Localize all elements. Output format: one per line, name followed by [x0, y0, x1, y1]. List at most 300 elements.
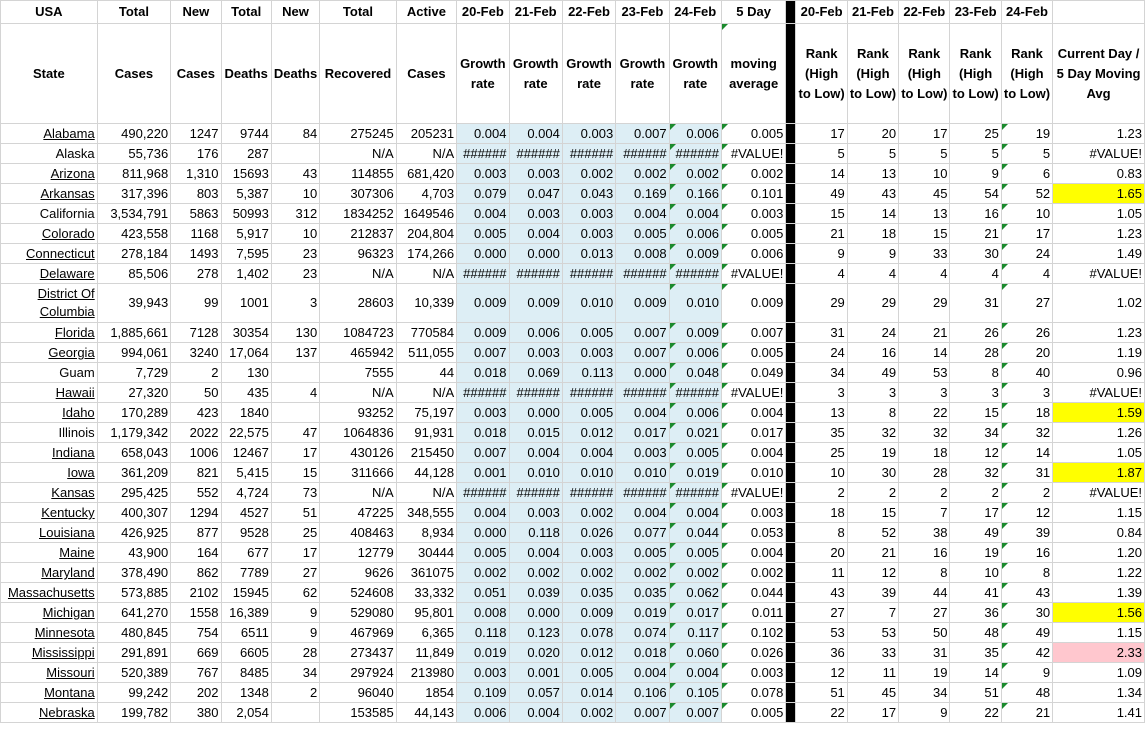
data-cell[interactable]: 4: [271, 383, 319, 403]
data-cell[interactable]: 33: [847, 643, 898, 663]
data-cell[interactable]: 641,270: [97, 603, 171, 623]
data-cell[interactable]: 11,849: [396, 643, 456, 663]
header-cell[interactable]: 21-Feb: [509, 1, 562, 24]
data-cell[interactable]: 0.019: [616, 603, 669, 623]
data-cell[interactable]: 43: [271, 164, 319, 184]
data-cell[interactable]: 0.005: [562, 323, 615, 343]
data-cell[interactable]: ######: [616, 483, 669, 503]
data-cell[interactable]: 212837: [320, 224, 397, 244]
data-cell[interactable]: 0.000: [457, 244, 509, 264]
data-cell[interactable]: 49: [796, 184, 847, 204]
data-cell[interactable]: 0.015: [509, 423, 562, 443]
data-cell[interactable]: 1.87: [1053, 463, 1145, 483]
state-name-cell[interactable]: Nebraska: [1, 703, 98, 723]
data-cell[interactable]: 311666: [320, 463, 397, 483]
data-cell[interactable]: 295,425: [97, 483, 171, 503]
data-cell[interactable]: 4527: [221, 503, 271, 523]
data-cell[interactable]: 0.077: [616, 523, 669, 543]
data-cell[interactable]: 0.002: [562, 703, 615, 723]
data-cell[interactable]: 0.004: [457, 503, 509, 523]
data-cell[interactable]: 38: [899, 523, 950, 543]
data-cell[interactable]: 877: [171, 523, 221, 543]
data-cell[interactable]: 0.002: [669, 164, 721, 184]
state-name-cell[interactable]: Iowa: [1, 463, 98, 483]
data-cell[interactable]: 0.004: [616, 403, 669, 423]
data-cell[interactable]: 0.002: [721, 164, 785, 184]
data-cell[interactable]: 9528: [221, 523, 271, 543]
data-cell[interactable]: 34: [899, 683, 950, 703]
data-cell[interactable]: 669: [171, 643, 221, 663]
data-cell[interactable]: 32: [1001, 423, 1052, 443]
data-cell[interactable]: 7555: [320, 363, 397, 383]
data-cell[interactable]: 1854: [396, 683, 456, 703]
data-cell[interactable]: 4,724: [221, 483, 271, 503]
data-cell[interactable]: 8: [796, 523, 847, 543]
data-cell[interactable]: 0.026: [562, 523, 615, 543]
data-cell[interactable]: 0.005: [457, 224, 509, 244]
data-cell[interactable]: 2022: [171, 423, 221, 443]
data-cell[interactable]: 658,043: [97, 443, 171, 463]
data-cell[interactable]: 31: [796, 323, 847, 343]
data-cell[interactable]: 84: [271, 124, 319, 144]
header-cell[interactable]: Rank (High to Low): [899, 24, 950, 124]
data-cell[interactable]: 4: [899, 264, 950, 284]
data-cell[interactable]: ######: [616, 383, 669, 403]
state-name-cell[interactable]: Indiana: [1, 443, 98, 463]
data-cell[interactable]: 7: [899, 503, 950, 523]
data-cell[interactable]: 803: [171, 184, 221, 204]
data-cell[interactable]: 1493: [171, 244, 221, 264]
data-cell[interactable]: 0.003: [457, 663, 509, 683]
data-cell[interactable]: 31: [1001, 463, 1052, 483]
data-cell[interactable]: 5: [899, 144, 950, 164]
data-cell[interactable]: 45: [847, 683, 898, 703]
data-cell[interactable]: 15: [847, 503, 898, 523]
data-cell[interactable]: 215450: [396, 443, 456, 463]
data-cell[interactable]: 0.079: [457, 184, 509, 204]
data-cell[interactable]: 39: [1001, 523, 1052, 543]
data-cell[interactable]: 0.003: [509, 503, 562, 523]
data-cell[interactable]: 85,506: [97, 264, 171, 284]
header-cell[interactable]: [1053, 1, 1145, 24]
header-cell[interactable]: Growth rate: [669, 24, 721, 124]
data-cell[interactable]: 43: [796, 583, 847, 603]
data-cell[interactable]: 53: [899, 363, 950, 383]
data-cell[interactable]: 0.060: [669, 643, 721, 663]
header-cell[interactable]: 21-Feb: [847, 1, 898, 24]
data-cell[interactable]: 49: [1001, 623, 1052, 643]
header-cell[interactable]: Deaths: [221, 24, 271, 124]
data-cell[interactable]: #VALUE!: [1053, 383, 1145, 403]
state-name-cell[interactable]: Georgia: [1, 343, 98, 363]
data-cell[interactable]: 0.000: [509, 244, 562, 264]
data-cell[interactable]: 0.123: [509, 623, 562, 643]
data-cell[interactable]: 0.002: [562, 164, 615, 184]
data-cell[interactable]: 0.007: [457, 443, 509, 463]
data-cell[interactable]: 0.004: [721, 543, 785, 563]
data-cell[interactable]: 5: [847, 144, 898, 164]
data-cell[interactable]: 130: [221, 363, 271, 383]
data-cell[interactable]: 1,402: [221, 264, 271, 284]
data-cell[interactable]: 0.013: [562, 244, 615, 264]
data-cell[interactable]: ######: [509, 144, 562, 164]
data-cell[interactable]: 0.004: [669, 204, 721, 224]
data-cell[interactable]: 811,968: [97, 164, 171, 184]
data-cell[interactable]: 36: [796, 643, 847, 663]
data-cell[interactable]: 10: [271, 184, 319, 204]
data-cell[interactable]: 51: [950, 683, 1001, 703]
data-cell[interactable]: 30: [950, 244, 1001, 264]
data-cell[interactable]: 0.002: [616, 164, 669, 184]
data-cell[interactable]: 12: [1001, 503, 1052, 523]
data-cell[interactable]: 0.005: [616, 543, 669, 563]
data-cell[interactable]: N/A: [320, 144, 397, 164]
data-cell[interactable]: 9: [271, 603, 319, 623]
data-cell[interactable]: 53: [847, 623, 898, 643]
data-cell[interactable]: 0.006: [457, 703, 509, 723]
data-cell[interactable]: 0.007: [457, 343, 509, 363]
data-cell[interactable]: 8: [1001, 563, 1052, 583]
data-cell[interactable]: 1.23: [1053, 323, 1145, 343]
data-cell[interactable]: 0.019: [457, 643, 509, 663]
data-cell[interactable]: 12: [950, 443, 1001, 463]
data-cell[interactable]: 677: [221, 543, 271, 563]
data-cell[interactable]: 0.047: [509, 184, 562, 204]
state-name-cell[interactable]: Michigan: [1, 603, 98, 623]
data-cell[interactable]: 0.109: [457, 683, 509, 703]
data-cell[interactable]: 0.053: [721, 523, 785, 543]
data-cell[interactable]: 423: [171, 403, 221, 423]
data-cell[interactable]: 0.009: [457, 323, 509, 343]
data-cell[interactable]: 43,900: [97, 543, 171, 563]
data-cell[interactable]: 15: [950, 403, 1001, 423]
data-cell[interactable]: 20: [1001, 343, 1052, 363]
state-name-cell[interactable]: Maine: [1, 543, 98, 563]
data-cell[interactable]: 51: [271, 503, 319, 523]
data-cell[interactable]: 0.004: [562, 443, 615, 463]
data-cell[interactable]: [271, 363, 319, 383]
data-cell[interactable]: 2: [171, 363, 221, 383]
data-cell[interactable]: [271, 144, 319, 164]
data-cell[interactable]: 0.118: [457, 623, 509, 643]
data-cell[interactable]: 8: [899, 563, 950, 583]
data-cell[interactable]: 0.96: [1053, 363, 1145, 383]
data-cell[interactable]: 0.009: [457, 284, 509, 323]
data-cell[interactable]: 307306: [320, 184, 397, 204]
header-cell[interactable]: Total: [97, 1, 171, 24]
data-cell[interactable]: 14: [847, 204, 898, 224]
data-cell[interactable]: 0.049: [721, 363, 785, 383]
data-cell[interactable]: 754: [171, 623, 221, 643]
data-cell[interactable]: 75,197: [396, 403, 456, 423]
data-cell[interactable]: 4: [796, 264, 847, 284]
data-cell[interactable]: 1.39: [1053, 583, 1145, 603]
data-cell[interactable]: 273437: [320, 643, 397, 663]
data-cell[interactable]: 21: [1001, 703, 1052, 723]
data-cell[interactable]: 6: [1001, 164, 1052, 184]
data-cell[interactable]: 0.106: [616, 683, 669, 703]
data-cell[interactable]: 30354: [221, 323, 271, 343]
data-cell[interactable]: 170,289: [97, 403, 171, 423]
data-cell[interactable]: 33: [899, 244, 950, 264]
data-cell[interactable]: 2: [271, 683, 319, 703]
data-cell[interactable]: 0.113: [562, 363, 615, 383]
data-cell[interactable]: 45: [899, 184, 950, 204]
data-cell[interactable]: 0.002: [721, 563, 785, 583]
data-cell[interactable]: 10: [899, 164, 950, 184]
data-cell[interactable]: 99,242: [97, 683, 171, 703]
data-cell[interactable]: 0.010: [562, 284, 615, 323]
data-cell[interactable]: N/A: [320, 483, 397, 503]
data-cell[interactable]: 408463: [320, 523, 397, 543]
data-cell[interactable]: ######: [562, 264, 615, 284]
state-name-cell[interactable]: Hawaii: [1, 383, 98, 403]
header-cell[interactable]: Rank (High to Low): [796, 24, 847, 124]
data-cell[interactable]: 176: [171, 144, 221, 164]
data-cell[interactable]: 8485: [221, 663, 271, 683]
data-cell[interactable]: 29: [796, 284, 847, 323]
state-name-cell[interactable]: District Of Columbia: [1, 284, 98, 323]
data-cell[interactable]: 1649546: [396, 204, 456, 224]
data-cell[interactable]: 17: [899, 124, 950, 144]
state-name-cell[interactable]: Colorado: [1, 224, 98, 244]
data-cell[interactable]: 13: [899, 204, 950, 224]
data-cell[interactable]: 0.003: [562, 224, 615, 244]
data-cell[interactable]: 1834252: [320, 204, 397, 224]
data-cell[interactable]: 3: [950, 383, 1001, 403]
data-cell[interactable]: 1001: [221, 284, 271, 323]
data-cell[interactable]: 35: [796, 423, 847, 443]
header-cell[interactable]: 20-Feb: [457, 1, 509, 24]
data-cell[interactable]: 821: [171, 463, 221, 483]
header-cell[interactable]: Cases: [171, 24, 221, 124]
data-cell[interactable]: 50993: [221, 204, 271, 224]
data-cell[interactable]: 39,943: [97, 284, 171, 323]
data-cell[interactable]: 0.003: [509, 204, 562, 224]
header-cell[interactable]: Total: [221, 1, 271, 24]
state-name-cell[interactable]: Alaska: [1, 144, 98, 164]
data-cell[interactable]: 0.84: [1053, 523, 1145, 543]
data-cell[interactable]: 317,396: [97, 184, 171, 204]
data-cell[interactable]: #VALUE!: [721, 264, 785, 284]
data-cell[interactable]: 47225: [320, 503, 397, 523]
data-cell[interactable]: 30444: [396, 543, 456, 563]
data-cell[interactable]: 5,415: [221, 463, 271, 483]
data-cell[interactable]: 32: [950, 463, 1001, 483]
data-cell[interactable]: 7128: [171, 323, 221, 343]
data-cell[interactable]: 573,885: [97, 583, 171, 603]
data-cell[interactable]: 9: [950, 164, 1001, 184]
state-name-cell[interactable]: Montana: [1, 683, 98, 703]
data-cell[interactable]: 1.23: [1053, 124, 1145, 144]
header-cell[interactable]: 22-Feb: [562, 1, 615, 24]
data-cell[interactable]: 0.026: [721, 643, 785, 663]
data-cell[interactable]: 5,387: [221, 184, 271, 204]
data-cell[interactable]: 0.018: [616, 643, 669, 663]
data-cell[interactable]: 0.012: [562, 423, 615, 443]
data-cell[interactable]: 361075: [396, 563, 456, 583]
data-cell[interactable]: 2: [796, 483, 847, 503]
data-cell[interactable]: 153585: [320, 703, 397, 723]
data-cell[interactable]: 0.007: [616, 343, 669, 363]
data-cell[interactable]: 2102: [171, 583, 221, 603]
data-cell[interactable]: 204,804: [396, 224, 456, 244]
data-cell[interactable]: 1.34: [1053, 683, 1145, 703]
data-cell[interactable]: 25: [796, 443, 847, 463]
data-cell[interactable]: 430126: [320, 443, 397, 463]
data-cell[interactable]: 291,891: [97, 643, 171, 663]
header-cell[interactable]: Rank (High to Low): [847, 24, 898, 124]
data-cell[interactable]: 681,420: [396, 164, 456, 184]
data-cell[interactable]: 0.004: [509, 443, 562, 463]
data-cell[interactable]: 7: [847, 603, 898, 623]
data-cell[interactable]: 25: [950, 124, 1001, 144]
data-cell[interactable]: 12467: [221, 443, 271, 463]
data-cell[interactable]: 27: [1001, 284, 1052, 323]
data-cell[interactable]: 511,055: [396, 343, 456, 363]
data-cell[interactable]: 0.004: [457, 124, 509, 144]
data-cell[interactable]: 14: [1001, 443, 1052, 463]
header-cell[interactable]: 5 Day: [721, 1, 785, 24]
data-cell[interactable]: 0.062: [669, 583, 721, 603]
data-cell[interactable]: 15: [271, 463, 319, 483]
data-cell[interactable]: 529080: [320, 603, 397, 623]
data-cell[interactable]: ######: [509, 483, 562, 503]
data-cell[interactable]: 43: [847, 184, 898, 204]
data-cell[interactable]: 199,782: [97, 703, 171, 723]
data-cell[interactable]: 0.069: [509, 363, 562, 383]
data-cell[interactable]: 13: [796, 403, 847, 423]
data-cell[interactable]: 3,534,791: [97, 204, 171, 224]
data-cell[interactable]: 423,558: [97, 224, 171, 244]
data-cell[interactable]: #VALUE!: [721, 144, 785, 164]
data-cell[interactable]: 30: [847, 463, 898, 483]
data-cell[interactable]: 0.004: [509, 124, 562, 144]
data-cell[interactable]: 0.005: [721, 224, 785, 244]
data-cell[interactable]: 22,575: [221, 423, 271, 443]
data-cell[interactable]: 96040: [320, 683, 397, 703]
data-cell[interactable]: 34: [796, 363, 847, 383]
data-cell[interactable]: 490,220: [97, 124, 171, 144]
data-cell[interactable]: 275245: [320, 124, 397, 144]
data-cell[interactable]: 19: [847, 443, 898, 463]
data-cell[interactable]: 0.002: [562, 503, 615, 523]
data-cell[interactable]: 0.004: [669, 503, 721, 523]
data-cell[interactable]: 17: [271, 443, 319, 463]
data-cell[interactable]: #VALUE!: [1053, 264, 1145, 284]
data-cell[interactable]: 16: [1001, 543, 1052, 563]
data-cell[interactable]: 0.003: [562, 204, 615, 224]
data-cell[interactable]: 287: [221, 144, 271, 164]
data-cell[interactable]: 0.006: [721, 244, 785, 264]
data-cell[interactable]: 0.006: [669, 124, 721, 144]
data-cell[interactable]: 994,061: [97, 343, 171, 363]
data-cell[interactable]: 14: [899, 343, 950, 363]
data-cell[interactable]: 0.048: [669, 363, 721, 383]
state-name-cell[interactable]: Mississippi: [1, 643, 98, 663]
data-cell[interactable]: 26: [950, 323, 1001, 343]
header-cell[interactable]: Recovered: [320, 24, 397, 124]
data-cell[interactable]: 9744: [221, 124, 271, 144]
data-cell[interactable]: 0.005: [562, 663, 615, 683]
data-cell[interactable]: 55,736: [97, 144, 171, 164]
data-cell[interactable]: 767: [171, 663, 221, 683]
data-cell[interactable]: 54: [950, 184, 1001, 204]
header-cell[interactable]: Total: [320, 1, 397, 24]
data-cell[interactable]: 0.078: [721, 683, 785, 703]
data-cell[interactable]: 0.005: [616, 224, 669, 244]
data-cell[interactable]: 48: [950, 623, 1001, 643]
data-cell[interactable]: 0.003: [562, 343, 615, 363]
data-cell[interactable]: 4: [847, 264, 898, 284]
data-cell[interactable]: ######: [616, 144, 669, 164]
data-cell[interactable]: 1.22: [1053, 563, 1145, 583]
data-cell[interactable]: 13: [847, 164, 898, 184]
header-cell[interactable]: Growth rate: [562, 24, 615, 124]
data-cell[interactable]: ######: [669, 483, 721, 503]
data-cell[interactable]: 3: [899, 383, 950, 403]
data-cell[interactable]: 0.005: [721, 703, 785, 723]
state-name-cell[interactable]: Alabama: [1, 124, 98, 144]
data-cell[interactable]: 361,209: [97, 463, 171, 483]
data-cell[interactable]: 6511: [221, 623, 271, 643]
data-cell[interactable]: #VALUE!: [721, 383, 785, 403]
data-cell[interactable]: 9: [847, 244, 898, 264]
state-name-cell[interactable]: Connecticut: [1, 244, 98, 264]
data-cell[interactable]: 18: [1001, 403, 1052, 423]
data-cell[interactable]: 130: [271, 323, 319, 343]
data-cell[interactable]: 400,307: [97, 503, 171, 523]
data-cell[interactable]: 21: [796, 224, 847, 244]
data-cell[interactable]: 0.007: [616, 703, 669, 723]
data-cell[interactable]: 0.005: [562, 403, 615, 423]
data-cell[interactable]: 18: [899, 443, 950, 463]
data-cell[interactable]: 27: [796, 603, 847, 623]
data-cell[interactable]: 0.017: [616, 423, 669, 443]
data-cell[interactable]: 4: [950, 264, 1001, 284]
data-cell[interactable]: 21: [899, 323, 950, 343]
data-cell[interactable]: 0.043: [562, 184, 615, 204]
data-cell[interactable]: 1.19: [1053, 343, 1145, 363]
data-cell[interactable]: 17: [950, 503, 1001, 523]
data-cell[interactable]: 19: [950, 543, 1001, 563]
data-cell[interactable]: 1.02: [1053, 284, 1145, 323]
data-cell[interactable]: 1,179,342: [97, 423, 171, 443]
data-cell[interactable]: 29: [899, 284, 950, 323]
data-cell[interactable]: 0.004: [721, 403, 785, 423]
header-cell[interactable]: 23-Feb: [616, 1, 669, 24]
data-cell[interactable]: N/A: [396, 264, 456, 284]
data-cell[interactable]: 32: [899, 423, 950, 443]
data-cell[interactable]: 0.009: [669, 323, 721, 343]
data-cell[interactable]: 11: [847, 663, 898, 683]
data-cell[interactable]: 1064836: [320, 423, 397, 443]
state-name-cell[interactable]: Kentucky: [1, 503, 98, 523]
data-cell[interactable]: 22: [796, 703, 847, 723]
data-cell[interactable]: 1.23: [1053, 224, 1145, 244]
data-cell[interactable]: 0.007: [616, 323, 669, 343]
data-cell[interactable]: 0.051: [457, 583, 509, 603]
state-name-cell[interactable]: Delaware: [1, 264, 98, 284]
data-cell[interactable]: 1.15: [1053, 623, 1145, 643]
data-cell[interactable]: 10: [950, 563, 1001, 583]
data-cell[interactable]: 0.003: [509, 164, 562, 184]
data-cell[interactable]: 17: [796, 124, 847, 144]
data-cell[interactable]: 0.004: [509, 224, 562, 244]
data-cell[interactable]: 0.006: [669, 224, 721, 244]
data-cell[interactable]: 0.010: [562, 463, 615, 483]
data-cell[interactable]: ######: [562, 383, 615, 403]
